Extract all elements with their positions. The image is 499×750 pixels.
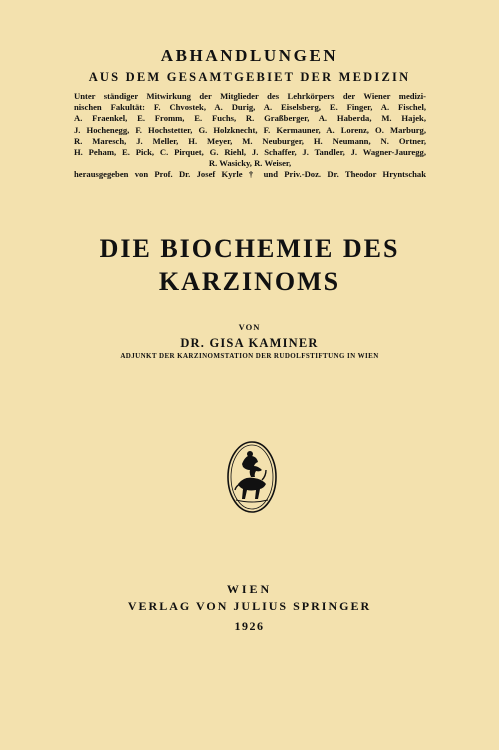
author-affiliation: ADJUNKT DER KARZINOMSTATION DER RUDOLFSTIFTUNG IN WIEN [120, 352, 379, 360]
contributor-line: J. Hochenegg, F. Hochstetter, G. Holzknecht, F. Kermauner, A. Lorenz, O. Marburg, [74, 124, 426, 135]
contributor-line: Unter ständiger Mitwirkung der Mitglieder des Lehrkörpers der Wiener medizi- [74, 91, 426, 101]
author-name: GISA KAMINER [209, 336, 319, 350]
contributor-line: nischen Fakultät: F. Chvostek, A. Durig, A. Eiselsberg, E. Finger, A. Fischel, [74, 102, 426, 113]
contributor-line: R. Maresch, J. Meller, H. Meyer, M. Neuburger, H. Neumann, N. Ortner, [74, 135, 426, 146]
series-subtitle: AUS DEM GESAMTGEBIET DER MEDIZIN [88, 70, 411, 84]
series-title: ABHANDLUNGEN [160, 46, 339, 65]
book-title-line-2: KARZINOMS [158, 267, 341, 296]
imprint-city: WIEN [226, 582, 273, 596]
author-prefix: DR. [180, 336, 206, 350]
springer-knight-emblem-icon [226, 440, 278, 514]
contributor-list [74, 91, 426, 181]
contributor-line: A. Fraenkel, E. Fromm, E. Fuchs, R. Graßberger, A. Haberda, M. Hajek, [74, 113, 426, 124]
book-title [0, 232, 499, 298]
book-title-line-1: DIE BIOCHEMIE DES [99, 234, 400, 263]
imprint-year: 1926 [234, 619, 265, 633]
emblem-graphic [226, 440, 278, 514]
contributor-line: H. Peham, E. Pick, C. Pirquet, G. Riehl, J. Schaffer, J. Tandler, J. Wagner-Jauregg, [74, 147, 426, 158]
author [0, 336, 499, 351]
contributor-line: herausgegeben von Prof. Dr. Josef Kyrle † und Priv.-Doz. Dr. Theodor Hryntschak [74, 169, 426, 180]
by-label: VON [238, 322, 261, 332]
contributor-line: R. Wasicky, R. Weiser, [208, 158, 292, 169]
imprint-publisher: VERLAG VON JULIUS SPRINGER [127, 599, 372, 613]
